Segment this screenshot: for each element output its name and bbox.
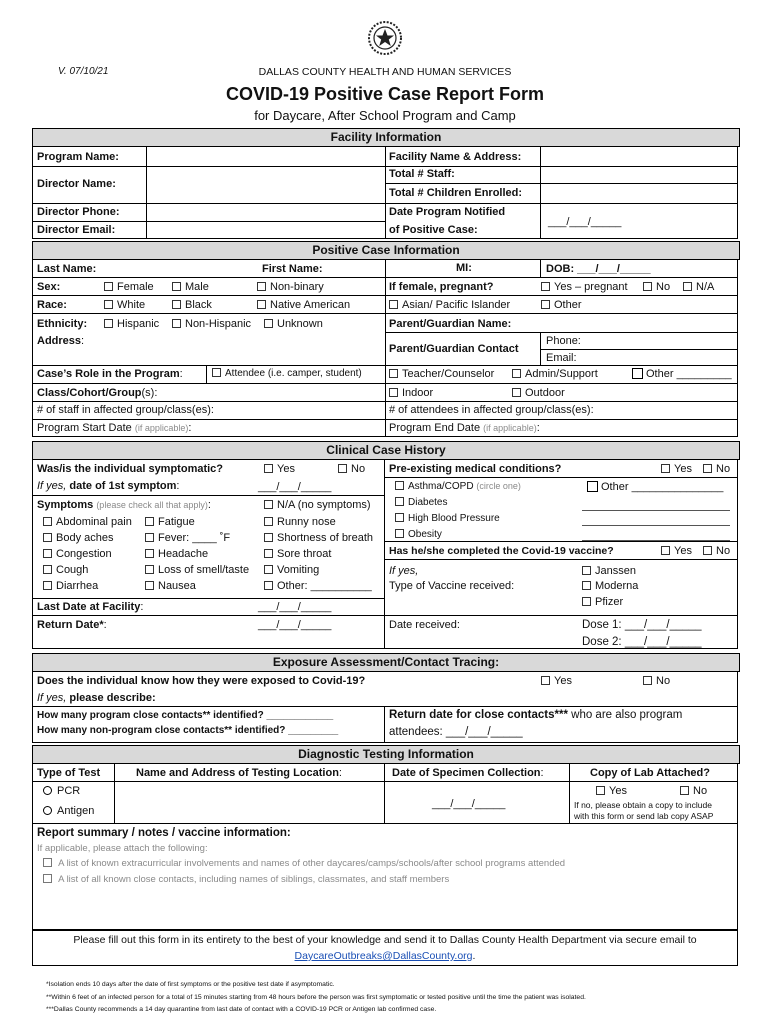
sex-male-option[interactable]: Male bbox=[172, 281, 209, 293]
checkbox-icon bbox=[172, 319, 181, 328]
role-label: Case’s Role in the Program: bbox=[37, 368, 183, 380]
radio-icon bbox=[43, 806, 52, 815]
condition-option[interactable]: Diabetes bbox=[395, 497, 447, 508]
checkbox-icon bbox=[43, 581, 52, 590]
ethnicity-label: Ethnicity: bbox=[37, 318, 88, 330]
ethnicity-hispanic-option[interactable]: Hispanic bbox=[104, 318, 159, 330]
checkbox-icon bbox=[264, 319, 273, 328]
checkbox-icon bbox=[643, 282, 652, 291]
footnote-3: ***Dallas County recommends a 14 day quarantine from last date of contact with a COVID-19 PCR or Antigen lab confirmed case. bbox=[46, 1006, 437, 1013]
condition-option[interactable]: Obesity bbox=[395, 529, 442, 540]
checkbox-icon bbox=[257, 282, 266, 291]
exposure-describe-label: If yes, please describe: bbox=[37, 692, 156, 704]
role-attendee-option[interactable]: Attendee (i.e. camper, student) bbox=[212, 368, 362, 379]
checkbox-icon bbox=[43, 533, 52, 542]
ethnicity-unknown-option[interactable]: Unknown bbox=[264, 318, 323, 330]
symptom-option[interactable]: Body aches bbox=[43, 532, 113, 544]
lab-copy-yes-option[interactable]: Yes bbox=[596, 785, 627, 797]
last-date-field[interactable]: ___/___/_____ bbox=[258, 601, 332, 613]
clinical-section-title: Clinical Case History bbox=[32, 441, 740, 460]
guardian-name-label: Parent/Guardian Name: bbox=[389, 318, 512, 330]
return-date-field[interactable]: ___/___/_____ bbox=[258, 619, 332, 631]
checkbox-icon bbox=[43, 565, 52, 574]
last-date-label: Last Date at Facility: bbox=[37, 601, 144, 613]
page-subtitle: for Daycare, After School Program and Camp bbox=[254, 108, 516, 123]
nonprogram-contacts-field[interactable]: How many non-program close contacts** identified? _________ bbox=[37, 725, 339, 736]
program-name-field[interactable] bbox=[147, 147, 384, 165]
footnote-2: **Within 6 feet of an infected person for a total of 15 minutes starting from 48 hours before the person was first symptomatic or tested positive until the time the patient was isolated. bbox=[46, 994, 586, 1001]
specimen-date-field[interactable]: ___/___/_____ bbox=[432, 798, 506, 810]
director-phone-field[interactable] bbox=[147, 204, 384, 220]
race-white-option[interactable]: White bbox=[104, 299, 145, 311]
case-section-title: Positive Case Information bbox=[32, 241, 740, 260]
lab-copy-note: If no, please obtain a copy to include bbox=[574, 800, 712, 810]
condition-option[interactable]: Asthma/COPD (circle one) bbox=[395, 481, 521, 492]
checkbox-icon bbox=[632, 368, 643, 379]
race-native-option[interactable]: Native American bbox=[257, 299, 350, 311]
race-label: Race: bbox=[37, 299, 67, 311]
date-notified-label-2: of Positive Case: bbox=[389, 224, 478, 236]
testing-section-title: Diagnostic Testing Information bbox=[32, 745, 740, 764]
checkbox-icon bbox=[395, 513, 404, 522]
checkbox-icon bbox=[104, 300, 113, 309]
director-name-field[interactable] bbox=[147, 167, 384, 202]
director-email-label: Director Email: bbox=[37, 224, 116, 236]
address-field[interactable] bbox=[90, 334, 380, 364]
race-other-option[interactable]: Other bbox=[541, 299, 582, 311]
return-contacts-field[interactable]: attendees: ___/___/_____ bbox=[389, 726, 523, 738]
checkbox-icon bbox=[703, 546, 712, 555]
program-start-date-label: Program Start Date (if applicable): bbox=[37, 422, 192, 434]
checkbox-icon bbox=[264, 500, 273, 509]
test-antigen-option[interactable]: Antigen bbox=[43, 805, 94, 817]
summary-hint: If applicable, please attach the following: bbox=[37, 843, 208, 854]
race-asian-option[interactable]: Asian/ Pacific Islander bbox=[389, 299, 510, 311]
pregnant-no-option[interactable]: No bbox=[643, 281, 670, 293]
checkbox-icon bbox=[145, 517, 154, 526]
checkbox-icon bbox=[257, 300, 266, 309]
guardian-email-label: Email: bbox=[546, 352, 577, 364]
summary-item: A list of all known close contacts, including names of siblings, classmates, and staff members bbox=[43, 874, 449, 885]
checkbox-icon bbox=[264, 549, 273, 558]
mi-label: MI: bbox=[456, 262, 472, 274]
symptom-option[interactable]: Fever: ____ ˚F bbox=[145, 532, 230, 544]
checkbox-icon bbox=[338, 464, 347, 473]
symptom-option[interactable]: N/A (no symptoms) bbox=[264, 499, 371, 511]
dob-field[interactable]: DOB: ___/___/_____ bbox=[546, 263, 651, 275]
checkbox-icon bbox=[172, 300, 181, 309]
address-label: Address: bbox=[37, 335, 85, 347]
checkbox-icon bbox=[541, 676, 550, 685]
total-children-field[interactable] bbox=[541, 184, 737, 202]
checkbox-icon bbox=[145, 549, 154, 558]
first-name-label: First Name: bbox=[262, 263, 323, 275]
symptom-option[interactable]: Nausea bbox=[145, 580, 196, 592]
director-phone-label: Director Phone: bbox=[37, 206, 120, 218]
director-email-field[interactable] bbox=[147, 222, 384, 238]
testing-location-field[interactable] bbox=[115, 782, 383, 823]
sex-nonbinary-option[interactable]: Non-binary bbox=[257, 281, 324, 293]
checkbox-icon bbox=[587, 481, 598, 492]
checkbox-icon bbox=[703, 464, 712, 473]
vaccine-moderna-option[interactable]: Moderna bbox=[582, 580, 638, 592]
checkbox-icon bbox=[541, 282, 550, 291]
checkbox-icon bbox=[680, 786, 689, 795]
total-staff-label: Total # Staff: bbox=[389, 168, 455, 180]
first-symptom-date-field[interactable]: ___/___/_____ bbox=[258, 481, 332, 493]
checkbox-icon bbox=[683, 282, 692, 291]
col-date-header: Date of Specimen Collection: bbox=[392, 767, 544, 779]
program-name-label: Program Name: bbox=[37, 151, 119, 163]
checkbox-icon bbox=[395, 481, 404, 490]
checkbox-icon bbox=[661, 546, 670, 555]
sex-female-option[interactable]: Female bbox=[104, 281, 154, 293]
checkbox-icon bbox=[264, 517, 273, 526]
summary-item: A list of known extracurricular involvements and names of other daycares/camps/schools/after school programs attended bbox=[43, 858, 565, 869]
checkbox-icon bbox=[389, 369, 398, 378]
radio-icon bbox=[43, 786, 52, 795]
department-name: DALLAS COUNTY HEALTH AND HUMAN SERVICES bbox=[258, 66, 512, 78]
checkbox-icon bbox=[661, 464, 670, 473]
symptom-option[interactable]: Diarrhea bbox=[43, 580, 98, 592]
condition-other-option[interactable]: Other _______________ bbox=[587, 481, 723, 493]
test-pcr-option[interactable]: PCR bbox=[43, 785, 80, 797]
summary-title: Report summary / notes / vaccine information: bbox=[37, 827, 291, 839]
checkbox-icon bbox=[43, 549, 52, 558]
vaccine-janssen-option[interactable]: Janssen bbox=[582, 565, 636, 577]
condition-option[interactable]: High Blood Pressure bbox=[395, 513, 500, 524]
symptom-option[interactable]: Cough bbox=[43, 564, 88, 576]
page-title: COVID-19 Positive Case Report Form bbox=[225, 84, 545, 104]
symptom-option[interactable]: Vomiting bbox=[264, 564, 319, 576]
vaccine-yes-option[interactable]: Yes bbox=[661, 545, 692, 557]
symptomatic-question: Was/is the individual symptomatic? bbox=[37, 463, 224, 475]
symptom-option[interactable]: Runny nose bbox=[264, 516, 336, 528]
col-location-header: Name and Address of Testing Location: bbox=[136, 767, 342, 779]
symptom-option[interactable]: Abdominal pain bbox=[43, 516, 132, 528]
checkbox-icon bbox=[395, 497, 404, 506]
vaccine-no-option[interactable]: No bbox=[703, 545, 730, 557]
footnote-1: *Isolation ends 10 days after the date of first symptoms or the positive test date if asymptomatic. bbox=[46, 981, 335, 988]
checkbox-icon bbox=[212, 368, 221, 377]
pregnant-na-option[interactable]: N/A bbox=[683, 281, 714, 293]
return-contacts-label: Return date for close contacts*** who are also program bbox=[389, 709, 683, 721]
symptom-option[interactable]: Congestion bbox=[43, 548, 112, 560]
symptom-option[interactable]: Headache bbox=[145, 548, 208, 560]
checkbox-icon bbox=[264, 581, 273, 590]
version-label: V. 07/10/21 bbox=[58, 66, 109, 77]
date-received-label: Date received: bbox=[389, 619, 460, 631]
checkbox-icon bbox=[643, 676, 652, 685]
preexisting-yes-option[interactable]: Yes bbox=[661, 463, 692, 475]
program-end-date-label: Program End Date (if applicable): bbox=[389, 422, 540, 434]
guardian-phone-label: Phone: bbox=[546, 335, 581, 347]
checkbox-icon bbox=[582, 566, 591, 575]
col-type-header: Type of Test bbox=[37, 767, 101, 779]
date-notified-field[interactable]: ___/___/_____ bbox=[548, 216, 622, 228]
date-notified-label: Date Program Notified bbox=[389, 206, 506, 218]
guardian-contact-label: Parent/Guardian Contact bbox=[389, 343, 519, 355]
checkbox-icon bbox=[264, 533, 273, 542]
total-children-label: Total # Children Enrolled: bbox=[389, 187, 523, 199]
symptomatic-no-option[interactable]: No bbox=[338, 463, 365, 475]
checkbox-icon bbox=[172, 282, 181, 291]
checkbox-icon bbox=[145, 533, 154, 542]
vaccine-type-label: Type of Vaccine received: bbox=[389, 580, 515, 592]
facility-section-title: Facility Information bbox=[32, 128, 740, 147]
instruction-text: Please fill out this form in its entirety to the best of your knowledge and send it to Dallas County Health Department via secure email to bbox=[73, 934, 697, 946]
vaccine-question: Has he/she completed the Covid-19 vaccine? bbox=[389, 545, 614, 557]
lab-copy-no-option[interactable]: No bbox=[680, 785, 707, 797]
checkbox-icon bbox=[512, 369, 521, 378]
checkbox-icon bbox=[582, 597, 591, 606]
checkbox-icon bbox=[104, 282, 113, 291]
symptom-option[interactable]: Sore throat bbox=[264, 548, 331, 560]
exposure-yes-option[interactable]: Yes bbox=[541, 675, 572, 687]
setting-outdoor-option[interactable]: Outdoor bbox=[512, 387, 565, 399]
checkbox-icon bbox=[145, 581, 154, 590]
exposure-section-title: Exposure Assessment/Contact Tracing: bbox=[32, 653, 740, 672]
symptom-option[interactable]: Fatigue bbox=[145, 516, 195, 528]
role-teacher-option[interactable]: Teacher/Counselor bbox=[389, 368, 494, 380]
setting-indoor-option[interactable]: Indoor bbox=[389, 387, 433, 399]
symptomatic-yes-option[interactable]: Yes bbox=[264, 463, 295, 475]
checkbox-icon bbox=[43, 874, 52, 883]
ethnicity-nonhispanic-option[interactable]: Non-Hispanic bbox=[172, 318, 251, 330]
staff-affected-label: # of staff in affected group/class(es): bbox=[37, 404, 214, 416]
checkbox-icon bbox=[541, 300, 550, 309]
checkbox-icon bbox=[43, 517, 52, 526]
role-other-option[interactable]: Other _________ bbox=[632, 368, 732, 380]
col-copy-header: Copy of Lab Attached? bbox=[590, 767, 710, 779]
director-name-label: Director Name: bbox=[37, 178, 116, 190]
county-seal-icon bbox=[367, 20, 403, 56]
exposure-question: Does the individual know how they were exposed to Covid-19? bbox=[37, 675, 366, 687]
pregnant-yes-option[interactable]: Yes – pregnant bbox=[541, 281, 628, 293]
dose2-field[interactable]: Dose 2: ___/___/_____ bbox=[582, 636, 702, 648]
vaccine-pfizer-option[interactable]: Pfizer bbox=[582, 596, 623, 608]
email-link[interactable]: DaycareOutbreaks@DallasCounty.org bbox=[294, 950, 473, 962]
symptom-option[interactable]: Other: __________ bbox=[264, 580, 372, 592]
pregnant-label: If female, pregnant? bbox=[389, 281, 494, 293]
facility-name-field[interactable] bbox=[541, 147, 737, 165]
checkbox-icon bbox=[596, 786, 605, 795]
role-admin-option[interactable]: Admin/Support bbox=[512, 368, 598, 380]
exposure-no-option[interactable]: No bbox=[643, 675, 670, 687]
checkbox-icon bbox=[395, 529, 404, 538]
symptom-option[interactable]: Shortness of breath bbox=[264, 532, 373, 544]
checkbox-icon bbox=[389, 300, 398, 309]
checkbox-icon bbox=[264, 464, 273, 473]
facility-name-label: Facility Name & Address: bbox=[389, 151, 522, 163]
symptom-option[interactable]: Loss of smell/taste bbox=[145, 564, 249, 576]
program-contacts-field[interactable]: How many program close contacts** identified? ____________ bbox=[37, 710, 334, 721]
return-date-label: Return Date*: bbox=[37, 619, 107, 631]
class-label: Class/Cohort/Group(s): bbox=[37, 387, 158, 399]
checkbox-icon bbox=[104, 319, 113, 328]
preexisting-question: Pre-existing medical conditions? bbox=[389, 463, 562, 475]
race-black-option[interactable]: Black bbox=[172, 299, 212, 311]
checkbox-icon bbox=[582, 581, 591, 590]
attendees-affected-label: # of attendees in affected group/class(es): bbox=[389, 404, 594, 416]
email-line: DaycareOutbreaks@DallasCounty.org. bbox=[294, 950, 476, 962]
vaccine-if-yes: If yes, bbox=[389, 565, 419, 577]
sex-label: Sex: bbox=[37, 281, 61, 293]
dose1-field[interactable]: Dose 1: ___/___/_____ bbox=[582, 619, 702, 631]
first-symptom-label: If yes, date of 1st symptom: bbox=[37, 480, 180, 492]
checkbox-icon bbox=[389, 388, 398, 397]
checkbox-icon bbox=[145, 565, 154, 574]
preexisting-no-option[interactable]: No bbox=[703, 463, 730, 475]
last-name-label: Last Name: bbox=[37, 263, 97, 275]
symptoms-label: Symptoms (please check all that apply): bbox=[37, 499, 211, 511]
checkbox-icon bbox=[264, 565, 273, 574]
checkbox-icon bbox=[512, 388, 521, 397]
total-staff-field[interactable] bbox=[541, 167, 737, 182]
checkbox-icon bbox=[43, 858, 52, 867]
lab-copy-note-2: with this form or send lab copy ASAP bbox=[574, 811, 714, 821]
